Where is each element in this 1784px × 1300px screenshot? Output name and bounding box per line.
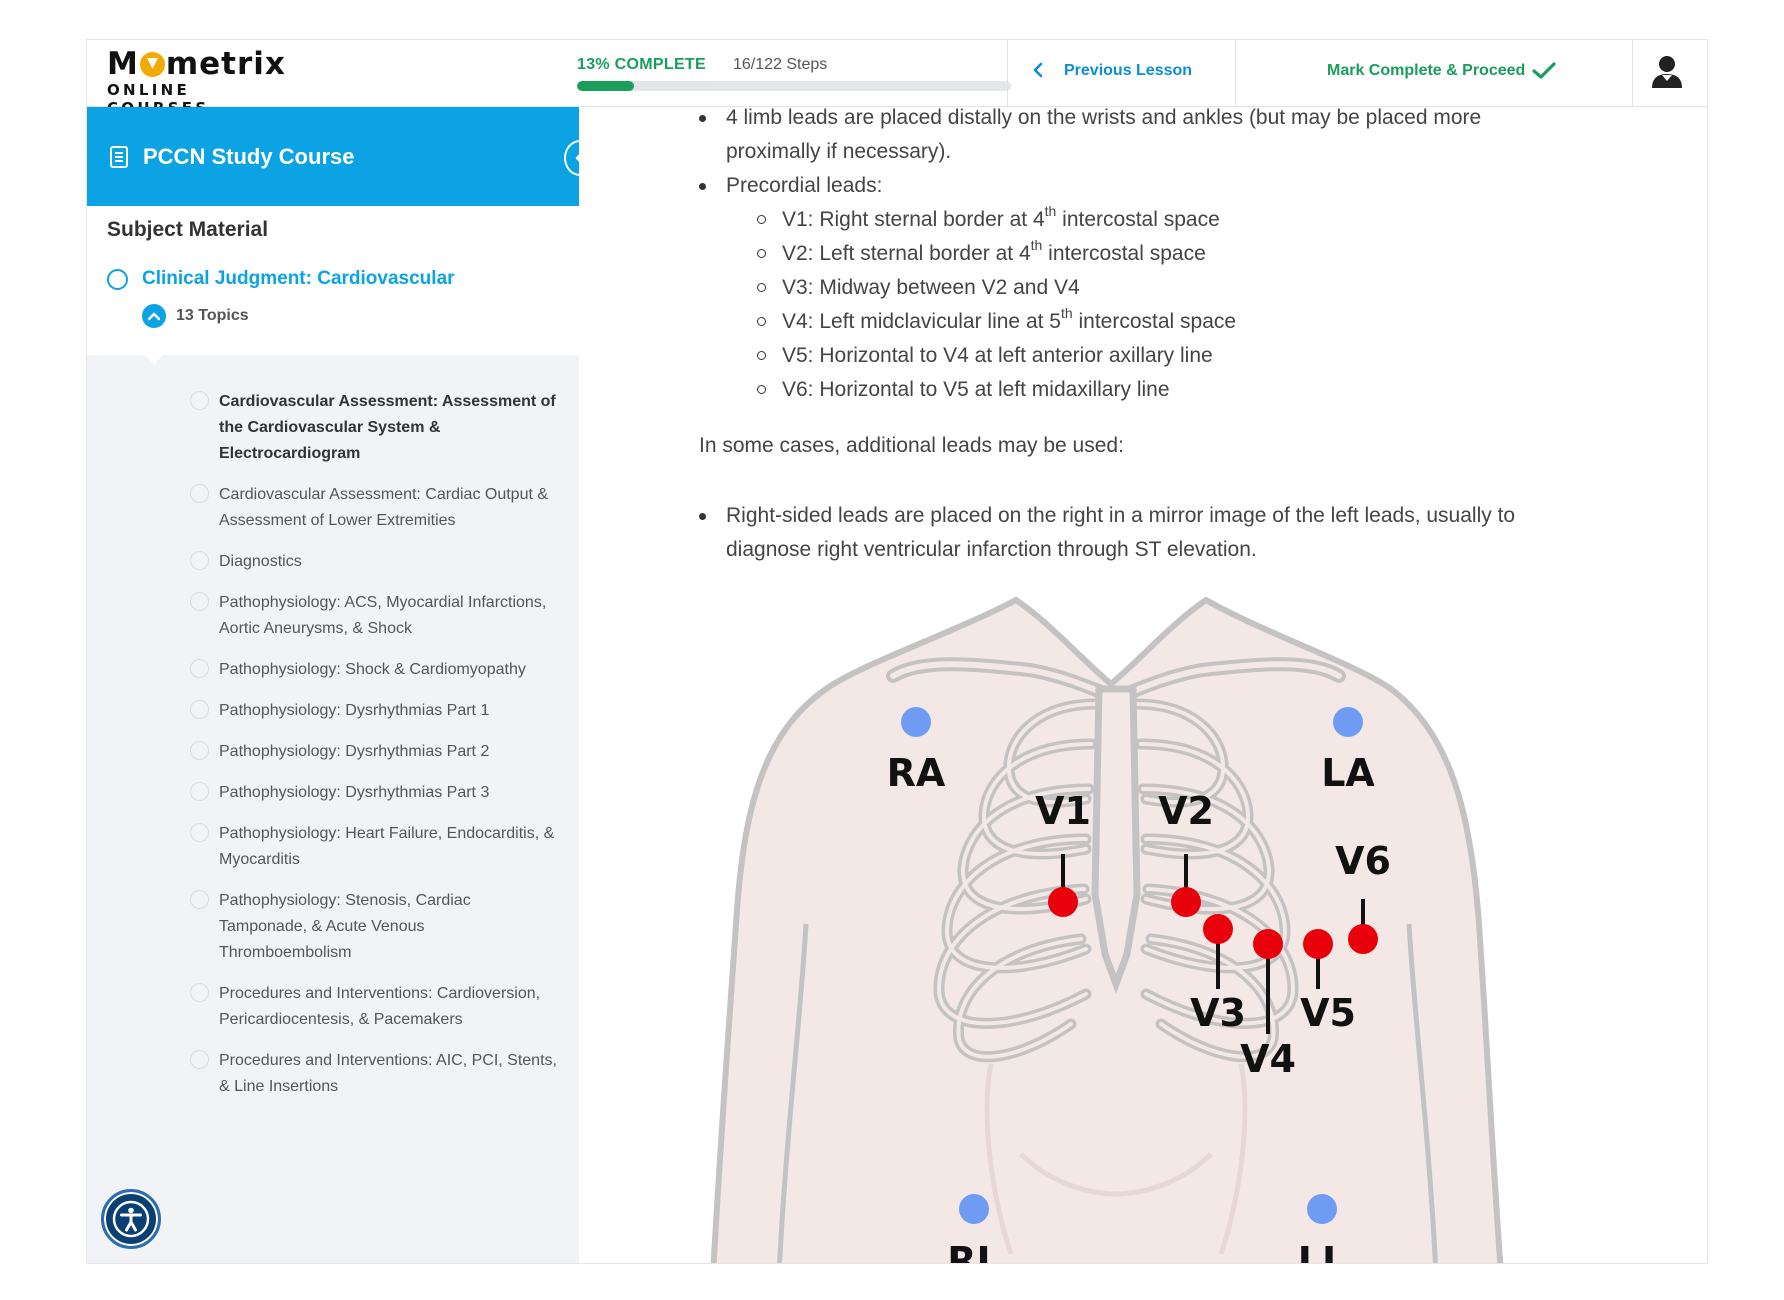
- label-v6: V6: [1335, 839, 1391, 883]
- lesson-clinical-judgment[interactable]: [107, 268, 455, 290]
- progress-steps: 16/122 Steps: [732, 56, 828, 73]
- course-progress: [577, 56, 1017, 91]
- topic-item[interactable]: [190, 663, 560, 683]
- topic-label: Cardiovascular Assessment: Assessment of the Cardiovascular System & Electrocardiogram: [219, 393, 556, 462]
- mometrix-logo[interactable]: M metrix ONLINE: [107, 47, 297, 117]
- label-v2: V2: [1158, 789, 1214, 833]
- electrode-v4: [1253, 929, 1283, 959]
- topic-item[interactable]: [190, 704, 560, 724]
- checkmark-icon: [1532, 62, 1556, 80]
- topic-label: Cardiovascular Assessment: Cardiac Output & Assessment of Lower Extremities: [219, 486, 549, 529]
- precordial-list: [755, 203, 1549, 407]
- course-header[interactable]: [87, 107, 579, 206]
- topic-label: Pathophysiology: Dysrhythmias Part 3: [219, 784, 490, 801]
- list-item: 4 limb leads are placed distally on the wrists and ankles (but may be placed more proximally if necessary).: [699, 107, 1549, 169]
- section-title: Subject Material: [107, 218, 269, 241]
- logo-subtitle: ONLINE: [107, 81, 191, 99]
- progress-percent: 13% COMPLETE: [577, 56, 706, 73]
- topic-status-icon: [190, 1050, 209, 1069]
- topic-item[interactable]: [190, 987, 560, 1033]
- electrode-v6: [1348, 924, 1378, 954]
- label-ra: RA: [886, 751, 946, 795]
- topic-list: [190, 395, 560, 1121]
- topic-label: Procedures and Interventions: Cardioversion, Pericardiocentesis, & Pacemakers: [219, 985, 541, 1028]
- paragraph: In some cases, additional leads may be used:: [699, 434, 1124, 457]
- user-icon[interactable]: [1649, 54, 1685, 90]
- topics-toggle[interactable]: [142, 304, 249, 328]
- header-divider: [1007, 40, 1008, 107]
- electrode-v2: [1171, 887, 1201, 917]
- label-v1: V1: [1035, 789, 1091, 833]
- topic-status-icon: [190, 782, 209, 801]
- electrode-v3: [1203, 914, 1233, 944]
- topics-count: 13 Topics: [176, 307, 249, 324]
- topic-status-icon: [190, 983, 209, 1002]
- topic-label: Pathophysiology: Stenosis, Cardiac Tamponade, & Acute Venous Thromboembolism: [219, 892, 471, 961]
- list-item: V2: Left sternal border at 4th intercostal space: [755, 237, 1549, 271]
- list-item: V4: Left midclavicular line at 5th intercostal space: [755, 305, 1549, 339]
- electrode-v1: [1048, 887, 1078, 917]
- electrode-v5: [1303, 929, 1333, 959]
- lesson-title: Clinical Judgment: Cardiovascular: [142, 268, 455, 289]
- list-item: V5: Horizontal to V4 at left anterior axillary line: [755, 339, 1549, 373]
- progress-bar-fill: [577, 81, 634, 91]
- topic-item[interactable]: [190, 745, 560, 765]
- label-v3: V3: [1190, 991, 1246, 1035]
- previous-lesson-button[interactable]: Previous Lesson: [1032, 62, 1192, 80]
- chevron-up-icon: [142, 304, 166, 328]
- logo-o-mark: [140, 52, 165, 77]
- topic-item[interactable]: [190, 555, 560, 575]
- header-divider: [1632, 40, 1633, 107]
- list-item: V3: Midway between V2 and V4: [755, 271, 1549, 305]
- sternum: [1095, 689, 1137, 984]
- topics-pointer: [143, 353, 165, 364]
- list-item: V6: Horizontal to V5 at left midaxillary line: [755, 373, 1549, 407]
- ecg-lead-placement-diagram: [691, 594, 1561, 1274]
- topic-item[interactable]: [190, 1054, 560, 1100]
- mark-complete-button[interactable]: Mark Complete & Proceed: [1327, 62, 1556, 80]
- lesson-content: [579, 107, 1708, 1274]
- chevron-left-icon: [1032, 62, 1044, 80]
- electrode-ll: [1307, 1194, 1337, 1224]
- topic-label: Pathophysiology: ACS, Myocardial Infarctions, Aortic Aneurysms, & Shock: [219, 594, 547, 637]
- label-ll: LL: [1297, 1239, 1347, 1274]
- list-item: Precordial leads: V1: Right sternal border at 4th intercostal space V2: Left sternal border at 4th intercostal space V3: Midway between V2 and V4 V4: Left midclavicular line at 5th intercostal space V5: Horizontal to V4 at left anterior axillary line V6: Horizontal to V5 at left midaxillary line: [699, 169, 1549, 407]
- topic-label: Pathophysiology: Dysrhythmias Part 1: [219, 702, 490, 719]
- accessibility-button[interactable]: [101, 1189, 161, 1249]
- course-sidebar: [87, 107, 579, 1264]
- topic-item[interactable]: [190, 596, 560, 642]
- label-rl: RL: [947, 1239, 1001, 1274]
- subject-material-section: [87, 206, 579, 355]
- topic-status-icon: [190, 592, 209, 611]
- list-item: Right-sided leads are placed on the right in a mirror image of the left leads, usually to diagnose right ventricular infarction through ST elevation.: [699, 499, 1559, 567]
- app-frame: [86, 39, 1708, 1274]
- electrode-ra: [901, 707, 931, 737]
- topic-status-icon: [190, 484, 209, 503]
- topic-label: Pathophysiology: Heart Failure, Endocarditis, & Myocarditis: [219, 825, 555, 868]
- topic-item[interactable]: [190, 894, 560, 966]
- lead-placement-list: [699, 107, 1549, 407]
- additional-leads-list: [699, 499, 1559, 567]
- list-item: V1: Right sternal border at 4th intercostal space: [755, 203, 1549, 237]
- document-icon: [109, 146, 129, 168]
- topic-status-icon: [190, 700, 209, 719]
- topic-item[interactable]: [190, 827, 560, 873]
- topic-status-icon: [190, 823, 209, 842]
- course-title: PCCN Study Course: [143, 143, 355, 169]
- electrode-rl: [959, 1194, 989, 1224]
- topic-status-icon: [190, 659, 209, 678]
- topic-item[interactable]: [190, 786, 560, 806]
- top-header: [87, 40, 1708, 107]
- label-v5: V5: [1300, 991, 1356, 1035]
- lesson-status-icon: [107, 269, 128, 290]
- topic-label: Pathophysiology: Dysrhythmias Part 2: [219, 743, 490, 760]
- topic-item[interactable]: [190, 488, 560, 534]
- progress-bar: [577, 81, 1011, 91]
- topic-status-icon: [190, 741, 209, 760]
- header-divider: [1235, 40, 1236, 107]
- topic-label: Diagnostics: [219, 553, 302, 570]
- topic-item[interactable]: [190, 395, 560, 467]
- label-la: LA: [1321, 751, 1375, 795]
- topic-status-icon: [190, 890, 209, 909]
- topic-status-icon: [190, 551, 209, 570]
- electrode-la: [1333, 707, 1363, 737]
- topic-label: Pathophysiology: Shock & Cardiomyopathy: [219, 661, 526, 678]
- topic-status-icon: [190, 391, 209, 410]
- accessibility-icon: [112, 1200, 150, 1238]
- topic-label: Procedures and Interventions: AIC, PCI, Stents, & Line Insertions: [219, 1052, 557, 1095]
- label-v4: V4: [1240, 1037, 1296, 1081]
